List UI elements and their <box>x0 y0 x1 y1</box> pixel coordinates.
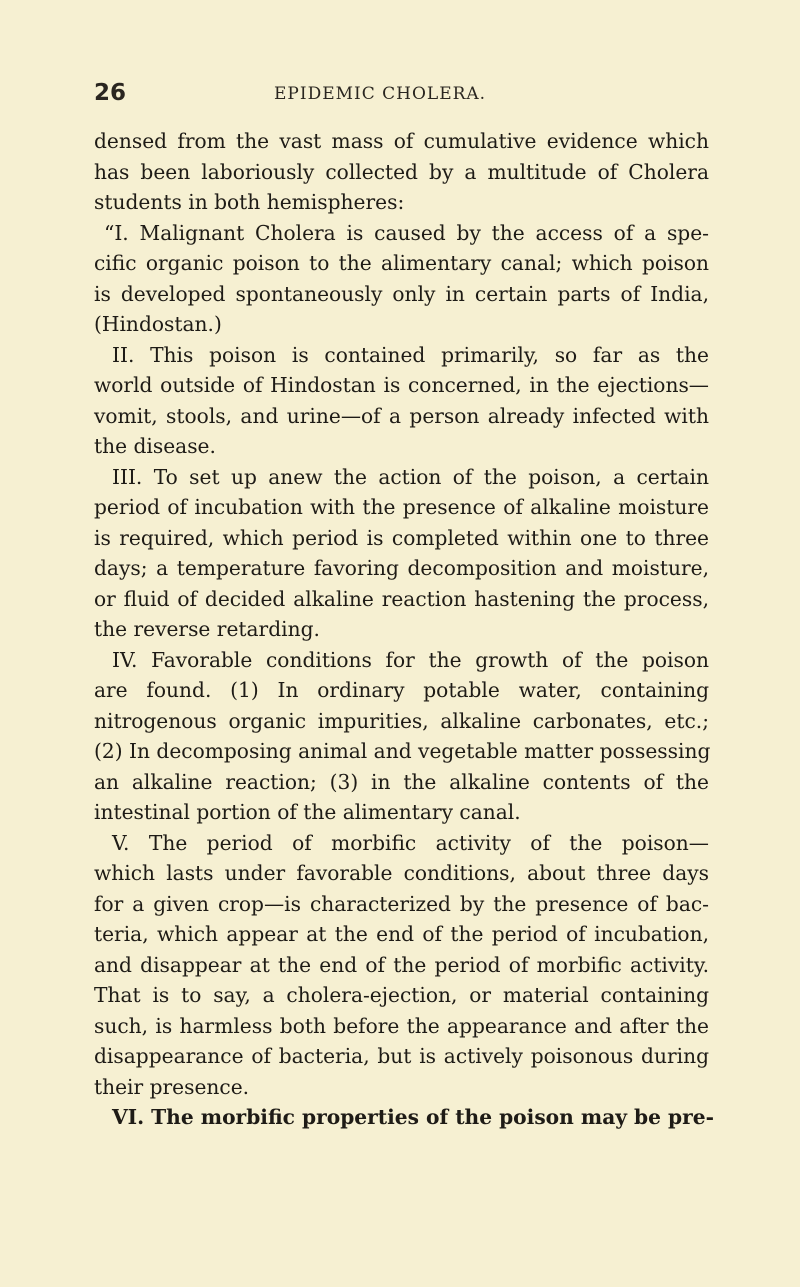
text-line: the reverse retarding. <box>94 617 320 641</box>
text-line: “I. Malignant Cholera is caused by the access of a spe- <box>104 220 709 245</box>
text-line: has been laboriously collected by a multitude of Cholera <box>94 159 709 184</box>
running-title: EPIDEMIC CHOLERA. <box>274 84 487 104</box>
text-line: III. To set up anew the action of the poison, a certain <box>112 464 709 489</box>
text-line: for a given crop—is characterized by the presence of bac- <box>94 891 709 916</box>
text-line: which lasts under favorable conditions, about three days <box>94 861 709 885</box>
text-line: students in both hemispheres: <box>94 190 405 214</box>
text-line: is developed spontaneously only in certain parts of India, <box>94 281 709 306</box>
text-line: days; a temperature favoring decomposition and moisture, <box>94 556 709 580</box>
page-number: 26 <box>94 80 127 106</box>
text-line: II. This poison is contained primarily, so far as the <box>112 342 709 367</box>
body-text <box>94 126 715 1133</box>
text-line: the disease. <box>94 434 216 458</box>
text-line: are found. (1) In ordinary potable water, containing <box>94 678 709 702</box>
text-line: VI. The morbific properties of the poison may be pre- <box>112 1105 715 1129</box>
text-line: teria, which appear at the end of the period of incubation, <box>94 922 709 946</box>
text-line: disappearance of bacteria, but is actively poisonous during <box>94 1044 709 1068</box>
text-line: an alkaline reaction; (3) in the alkaline contents of the <box>94 769 709 794</box>
text-line: (Hindostan.) <box>94 312 222 336</box>
text-line: world outside of Hindostan is concerned, in the ejections— <box>94 373 709 397</box>
text-line: nitrogenous organic impurities, alkaline carbonates, etc.; <box>94 708 709 733</box>
text-line: is required, which period is completed within one to three <box>94 525 709 550</box>
text-line: IV. Favorable conditions for the growth of the poison <box>112 647 709 672</box>
text-line: cific organic poison to the alimentary canal; which poison <box>94 251 709 275</box>
text-line: period of incubation with the presence of alkaline moisture <box>94 495 709 519</box>
text-line: (2) In decomposing animal and vegetable matter possessing <box>94 739 711 763</box>
text-line: vomit, stools, and urine—of a person already infected with <box>94 403 709 428</box>
text-line: densed from the vast mass of cumulative evidence which <box>94 129 709 153</box>
text-line: That is to say, a cholera-ejection, or material containing <box>94 983 709 1007</box>
page-header <box>94 80 709 106</box>
text-line: V. The period of morbific activity of the poison— <box>112 830 709 855</box>
text-line: and disappear at the end of the period of morbific activity. <box>94 952 709 977</box>
text-line: such, is harmless both before the appearance and after the <box>94 1013 709 1038</box>
text-line: or fluid of decided alkaline reaction hastening the process, <box>94 586 709 611</box>
text-line: intestinal portion of the alimentary canal. <box>94 800 521 824</box>
text-line: their presence. <box>94 1074 250 1099</box>
